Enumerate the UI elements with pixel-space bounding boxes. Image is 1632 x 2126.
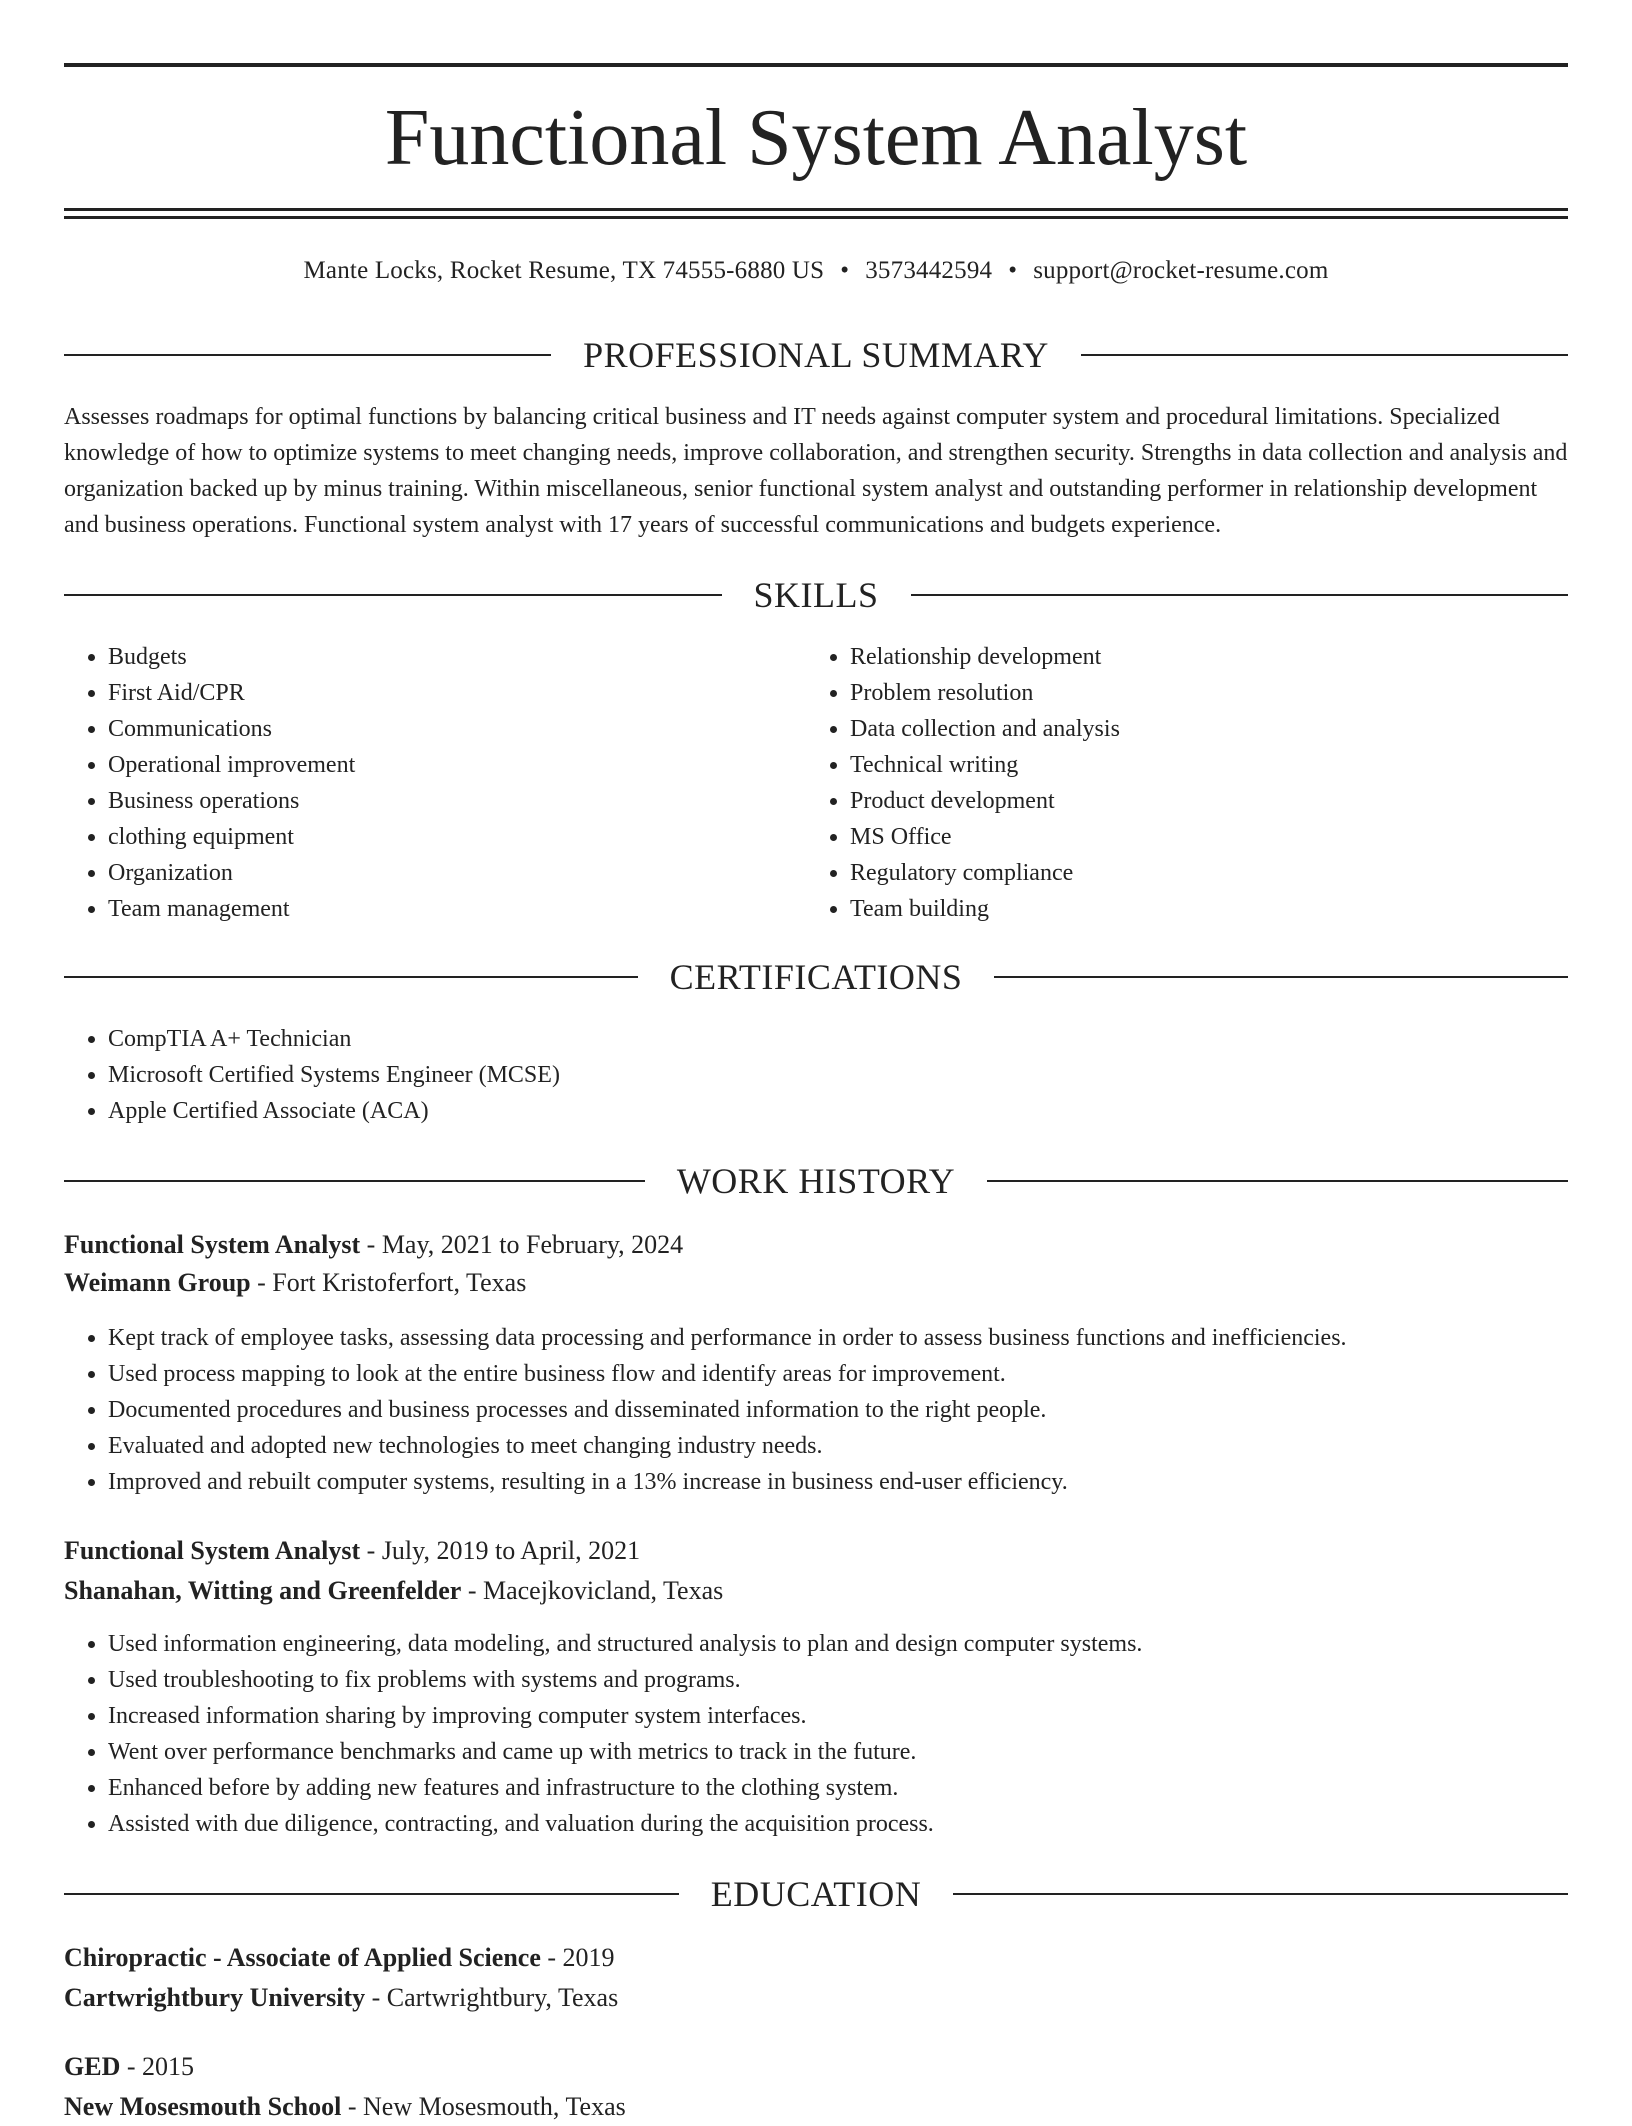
job-bullet: • Improved and rebuilt computer systems, resulting in a 13% increase in business end-user efficiency. (108, 1464, 1568, 1500)
education-year: - 2015 (120, 2052, 195, 2081)
skill-item: • Team building (850, 891, 1550, 927)
skills-section-heading (64, 573, 1568, 617)
top-rule (64, 63, 1568, 67)
job-bullets (64, 1320, 1568, 1500)
skill-item: • Business operations (108, 783, 808, 819)
certification-item: • Apple Certified Associate (ACA) (108, 1093, 1508, 1129)
education-school-line (64, 2088, 1568, 2126)
heading-rule (911, 594, 1569, 596)
section-title: SKILLS (753, 575, 879, 615)
skill-item: • Relationship development (850, 639, 1550, 675)
contact-separator: • (840, 257, 850, 284)
skill-item: • Technical writing (850, 747, 1550, 783)
heading-rule (994, 976, 1568, 978)
skill-item: • First Aid/CPR (108, 675, 808, 711)
heading-rule (953, 1893, 1568, 1895)
contact-address: Mante Locks, Rocket Resume, TX 74555-6880 US (303, 257, 825, 284)
education-school: New Mosesmouth School (64, 2092, 342, 2121)
education-location: - New Mosesmouth, Texas (341, 2092, 626, 2121)
education-degree-line (64, 2048, 1568, 2086)
heading-rule (1081, 354, 1568, 356)
education-school-line (64, 1979, 1568, 2017)
skill-item: • Problem resolution (850, 675, 1550, 711)
title-rule-upper (64, 208, 1568, 211)
education-degree-line (64, 1939, 1568, 1977)
education-location: - Cartwrightbury, Texas (365, 1983, 619, 2012)
contact-email: support@rocket-resume.com (1033, 257, 1329, 284)
summary-text: Assesses roadmaps for optimal functions by balancing critical business and IT needs against computer system and procedural limitations. Specialized knowledge of how to optimize systems to meet changing needs, improve collaboration, and strengthen security. Strengths in data collection and analysis and organization backed up by minus training. Within miscellaneous, senior functional system analyst and outstanding performer in relationship development and business operations. Functional system analyst with 17 years of successful communications and budgets experience. (64, 404, 1568, 538)
job-title-line (64, 1532, 1568, 1570)
skill-item: • Data collection and analysis (850, 711, 1550, 747)
skill-item: • Regulatory compliance (850, 855, 1550, 891)
job-dates: - July, 2019 to April, 2021 (360, 1536, 641, 1565)
skill-item: • Budgets (108, 639, 808, 675)
job-bullet: • Kept track of employee tasks, assessing data processing and performance in order to assess business functions and inefficiencies. (108, 1320, 1568, 1356)
job-bullet: • Used process mapping to look at the entire business flow and identify areas for improvement. (108, 1356, 1568, 1392)
job-bullet: • Documented procedures and business processes and disseminated information to the right people. (108, 1392, 1568, 1428)
job-bullet: • Enhanced before by adding new features and infrastructure to the clothing system. (108, 1770, 1568, 1806)
contact-separator: • (1008, 257, 1018, 284)
heading-rule (987, 1180, 1568, 1182)
job-company: Weimann Group (64, 1268, 251, 1297)
job-title: Functional System Analyst (64, 1230, 361, 1259)
job-title: Functional System Analyst (64, 1536, 361, 1565)
job-bullet: • Evaluated and adopted new technologies to meet changing industry needs. (108, 1428, 1568, 1464)
skill-item: • Organization (108, 855, 808, 891)
section-title: CERTIFICATIONS (669, 957, 963, 997)
job-bullet: • Used troubleshooting to fix problems with systems and programs. (108, 1662, 1568, 1698)
job-bullet: • Went over performance benchmarks and came up with metrics to track in the future. (108, 1734, 1568, 1770)
job-bullet: • Assisted with due diligence, contracting, and valuation during the acquisition process. (108, 1806, 1568, 1842)
education-school: Cartwrightbury University (64, 1983, 366, 2012)
certification-item: • CompTIA A+ Technician (108, 1021, 1508, 1057)
job-title-line (64, 1226, 1568, 1264)
job-company: Shanahan, Witting and Greenfelder (64, 1576, 462, 1605)
job-bullet: • Increased information sharing by improving computer system interfaces. (108, 1698, 1568, 1734)
job-bullet: • Used information engineering, data modeling, and structured analysis to plan and design computer systems. (108, 1626, 1568, 1662)
summary-section-heading (64, 333, 1568, 377)
heading-rule (64, 594, 722, 596)
education-degree: Chiropractic - Associate of Applied Science (64, 1943, 541, 1972)
job-location: - Macejkovicland, Texas (461, 1576, 724, 1605)
heading-rule (64, 354, 551, 356)
heading-rule (64, 976, 638, 978)
job-company-line (64, 1572, 1568, 1610)
skills-list-left (64, 639, 808, 927)
job-location: - Fort Kristoferfort, Texas (250, 1268, 527, 1297)
skill-item: • clothing equipment (108, 819, 808, 855)
contact-line (64, 254, 1568, 288)
certification-item: • Microsoft Certified Systems Engineer (MCSE) (108, 1057, 1508, 1093)
heading-rule (64, 1180, 645, 1182)
education-degree: GED (64, 2052, 121, 2081)
certifications-list (64, 1021, 1508, 1129)
skill-item: • Operational improvement (108, 747, 808, 783)
section-title: EDUCATION (710, 1874, 922, 1914)
title-rule-lower (64, 216, 1568, 219)
section-title: PROFESSIONAL SUMMARY (583, 335, 1049, 375)
certifications-section-heading (64, 955, 1568, 999)
section-title: WORK HISTORY (676, 1161, 956, 1201)
skills-list-right (806, 639, 1550, 927)
skill-item: • Team management (108, 891, 808, 927)
skill-item: • Communications (108, 711, 808, 747)
resume-title: Functional System Analyst (384, 94, 1248, 182)
job-company-line (64, 1264, 1568, 1302)
job-bullets (64, 1626, 1568, 1842)
job-dates: - May, 2021 to February, 2024 (360, 1230, 684, 1259)
work-section-heading (64, 1159, 1568, 1203)
education-section-heading (64, 1872, 1568, 1916)
education-year: - 2019 (540, 1943, 615, 1972)
skill-item: • Product development (850, 783, 1550, 819)
contact-phone: 3573442594 (865, 257, 993, 284)
heading-rule (64, 1893, 679, 1895)
skill-item: • MS Office (850, 819, 1550, 855)
